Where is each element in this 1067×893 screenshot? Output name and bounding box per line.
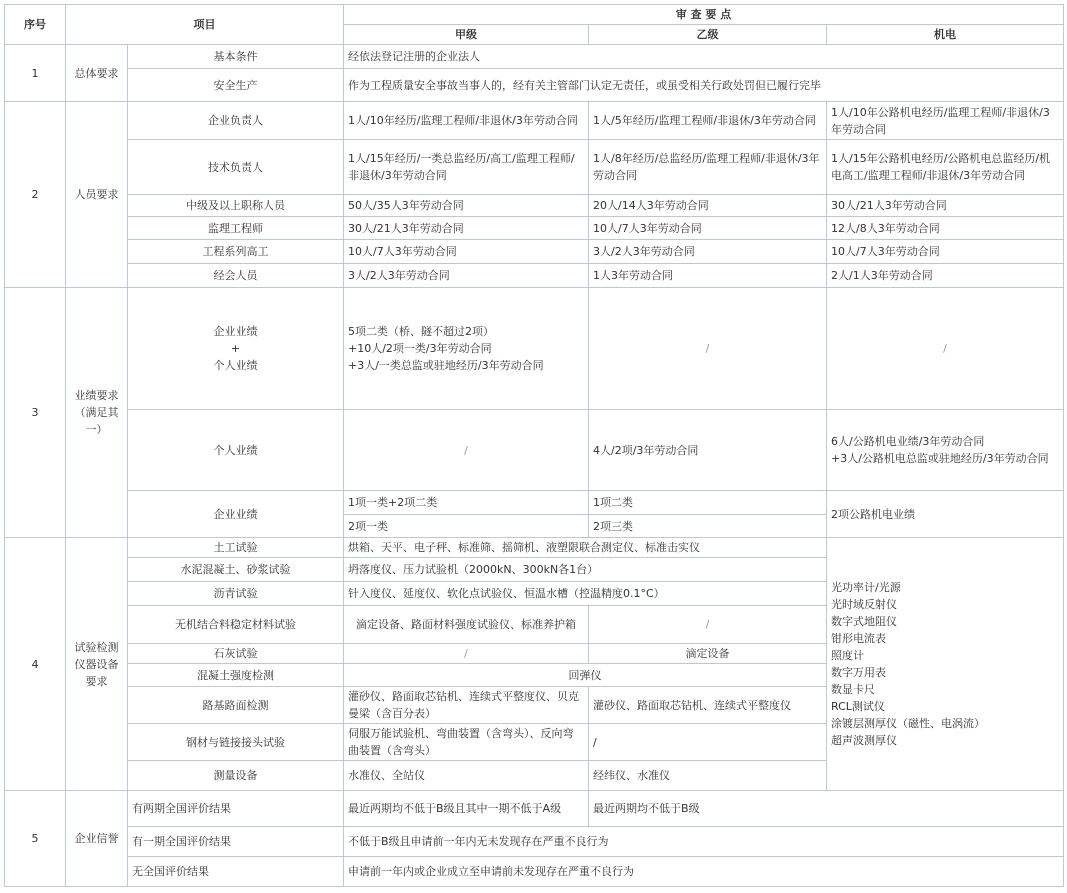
table-row (5, 264, 1064, 288)
requirement-line: +3人/公路机电总监或驻地经历/3年劳动合同 (831, 452, 1049, 465)
sub-item: 经会人员 (128, 264, 344, 288)
grade-a-cell: 50人/35人3年劳动合同 (344, 195, 589, 217)
list-item: 数字式地阻仪 (831, 615, 897, 628)
grade-b-mech-cell: 最近两期均不低于B级 (589, 791, 1064, 827)
grade-b-cell: 1人3年劳动合同 (589, 264, 827, 288)
section-number: 3 (5, 288, 66, 538)
review-table (4, 4, 1064, 887)
sub-item: 混凝土强度检测 (128, 664, 344, 687)
requirement-line: +10人/2项一类/3年劳动合同 (348, 342, 492, 355)
grade-a-cell: / (344, 644, 589, 664)
section-number: 2 (5, 102, 66, 288)
section-name: 人员要求 (66, 102, 128, 288)
requirement-line: 5项二类（桥、隧不超过2项） (348, 325, 494, 338)
mech-cell: 2人/1人3年劳动合同 (827, 264, 1064, 288)
header-grade-b: 乙级 (589, 25, 827, 45)
sub-item: 基本条件 (128, 45, 344, 69)
grade-b-cell: 1项二类 (589, 491, 827, 515)
table-row (5, 195, 1064, 217)
mech-cell: 1人/15年公路机电经历/公路机电总监经历/机电高工/监理工程师/非退休/3年劳动合同 (827, 140, 1064, 195)
grade-b-cell: / (589, 724, 827, 761)
sub-item: 无机结合料稳定材料试验 (128, 606, 344, 644)
table-row (5, 140, 1064, 195)
grade-a-cell: 伺服万能试验机、弯曲装置（含弯头）、反向弯曲装置（含弯头） (344, 724, 589, 761)
list-item: 光功率计/光源 (831, 581, 901, 594)
sub-item: 石灰试验 (128, 644, 344, 664)
grade-b-cell: 灌砂仪、路面取芯钻机、连续式平整度仪 (589, 687, 827, 724)
mech-cell: 10人/7人3年劳动合同 (827, 240, 1064, 264)
sub-item-line: 个人业绩 (213, 359, 258, 372)
sub-item: 工程系列高工 (128, 240, 344, 264)
sub-item: 无全国评价结果 (128, 857, 344, 887)
mech-cell: 12人/8人3年劳动合同 (827, 217, 1064, 240)
mech-instrument-list (827, 538, 1064, 791)
table-row (5, 538, 1064, 558)
sub-item: 企业业绩 (128, 491, 344, 538)
grade-a-cell: / (344, 410, 589, 491)
grade-b-cell: 经纬仪、水准仪 (589, 761, 827, 791)
sub-item: 测量设备 (128, 761, 344, 791)
table-row (5, 217, 1064, 240)
requirement-cell: 坍落度仪、压力试验机（2000kN、300kN各1台） (344, 558, 827, 582)
sub-item (128, 288, 344, 410)
header-review-points: 审 查 要 点 (344, 5, 1064, 25)
mech-cell: 2项公路机电业绩 (827, 491, 1064, 538)
grade-b-cell: 1人/8年经历/总监经历/监理工程师/非退休/3年劳动合同 (589, 140, 827, 195)
list-item: 钳形电流表 (831, 632, 886, 645)
list-item: 数字万用表 (831, 666, 886, 679)
mech-cell (827, 410, 1064, 491)
sub-item: 中级及以上职称人员 (128, 195, 344, 217)
table-row (5, 45, 1064, 69)
grade-a-cell: 灌砂仪、路面取芯钻机、连续式平整度仪、贝克曼梁（含百分表） (344, 687, 589, 724)
requirement-cell: 经依法登记注册的企业法人 (344, 45, 1064, 69)
grade-b-cell: 2项三类 (589, 515, 827, 538)
mech-cell: 30人/21人3年劳动合同 (827, 195, 1064, 217)
sub-item-line: 企业业绩 (213, 325, 258, 338)
grade-b-cell: 滴定设备 (589, 644, 827, 664)
table-row (5, 827, 1064, 857)
table-row (5, 857, 1064, 887)
sub-item: 个人业绩 (128, 410, 344, 491)
section-number: 1 (5, 45, 66, 102)
grade-b-cell: 3人/2人3年劳动合同 (589, 240, 827, 264)
grade-b-cell: 4人/2项/3年劳动合同 (589, 410, 827, 491)
requirement-line: 6人/公路机电业绩/3年劳动合同 (831, 435, 985, 448)
sub-item: 监理工程师 (128, 217, 344, 240)
grade-b-cell: / (589, 288, 827, 410)
grade-a-cell: 最近两期均不低于B级且其中一期不低于A级 (344, 791, 589, 827)
section-name: 业绩要求（满足其一） (66, 288, 128, 538)
sub-item: 有一期全国评价结果 (128, 827, 344, 857)
table-row (5, 288, 1064, 410)
section-name: 总体要求 (66, 45, 128, 102)
header-item: 项目 (66, 5, 344, 45)
grade-b-cell: 10人/7人3年劳动合同 (589, 217, 827, 240)
list-item: RCL测试仪 (831, 700, 885, 713)
sub-item-line: + (230, 342, 241, 355)
grade-a-cell: 30人/21人3年劳动合同 (344, 217, 589, 240)
requirement-line: +3人/一类总监或驻地经历/3年劳动合同 (348, 359, 544, 372)
table-row (5, 410, 1064, 491)
header-seq: 序号 (5, 5, 66, 45)
grade-b-cell: / (589, 606, 827, 644)
table-row (5, 102, 1064, 140)
sub-item: 沥青试验 (128, 582, 344, 606)
table-row (5, 69, 1064, 102)
section-name: 试验检测仪器设备要求 (66, 538, 128, 791)
table-row (5, 791, 1064, 827)
list-item: 涂镀层测厚仪（磁性、电涡流） (831, 717, 985, 730)
grade-a-cell: 滴定设备、路面材料强度试验仪、标准养护箱 (344, 606, 589, 644)
list-item: 照度计 (831, 649, 864, 662)
table-row (5, 240, 1064, 264)
grade-a-cell: 3人/2人3年劳动合同 (344, 264, 589, 288)
grade-a-cell (344, 288, 589, 410)
grade-b-cell: 1人/5年经历/监理工程师/非退休/3年劳动合同 (589, 102, 827, 140)
table-row (5, 491, 1064, 515)
sub-item: 水泥混凝土、砂浆试验 (128, 558, 344, 582)
list-item: 超声波测厚仪 (831, 734, 897, 747)
grade-a-cell: 水准仪、全站仪 (344, 761, 589, 791)
mech-cell: 1人/10年公路机电经历/监理工程师/非退休/3年劳动合同 (827, 102, 1064, 140)
grade-a-cell: 2项一类 (344, 515, 589, 538)
list-item: 光时域反射仪 (831, 598, 897, 611)
requirement-cell: 作为工程质量安全事故当事人的，经有关主管部门认定无责任，或虽受相关行政处罚但已履行完毕 (344, 69, 1064, 102)
requirement-cell: 不低于B级且申请前一年内无未发现存在严重不良行为 (344, 827, 1064, 857)
requirement-cell: 烘箱、天平、电子秤、标准筛、摇筛机、液塑限联合测定仪、标准击实仪 (344, 538, 827, 558)
sub-item: 企业负责人 (128, 102, 344, 140)
section-number: 5 (5, 791, 66, 887)
requirement-cell: 申请前一年内或企业成立至申请前未发现存在严重不良行为 (344, 857, 1064, 887)
sub-item: 技术负责人 (128, 140, 344, 195)
grade-a-cell: 1人/10年经历/监理工程师/非退休/3年劳动合同 (344, 102, 589, 140)
sub-item: 安全生产 (128, 69, 344, 102)
section-name: 企业信誉 (66, 791, 128, 887)
sub-item: 钢材与链接接头试验 (128, 724, 344, 761)
requirement-cell: 回弹仪 (344, 664, 827, 687)
list-item: 数显卡尺 (831, 683, 875, 696)
section-number: 4 (5, 538, 66, 791)
requirement-cell: 针入度仪、延度仪、软化点试验仪、恒温水槽（控温精度0.1°C） (344, 582, 827, 606)
sub-item: 有两期全国评价结果 (128, 791, 344, 827)
grade-a-cell: 1人/15年经历/一类总监经历/高工/监理工程师/非退休/3年劳动合同 (344, 140, 589, 195)
sub-item: 土工试验 (128, 538, 344, 558)
grade-b-cell: 20人/14人3年劳动合同 (589, 195, 827, 217)
mech-cell: / (827, 288, 1064, 410)
grade-a-cell: 1项一类+2项二类 (344, 491, 589, 515)
grade-a-cell: 10人/7人3年劳动合同 (344, 240, 589, 264)
sub-item: 路基路面检测 (128, 687, 344, 724)
header-mech: 机电 (827, 25, 1064, 45)
header-grade-a: 甲级 (344, 25, 589, 45)
